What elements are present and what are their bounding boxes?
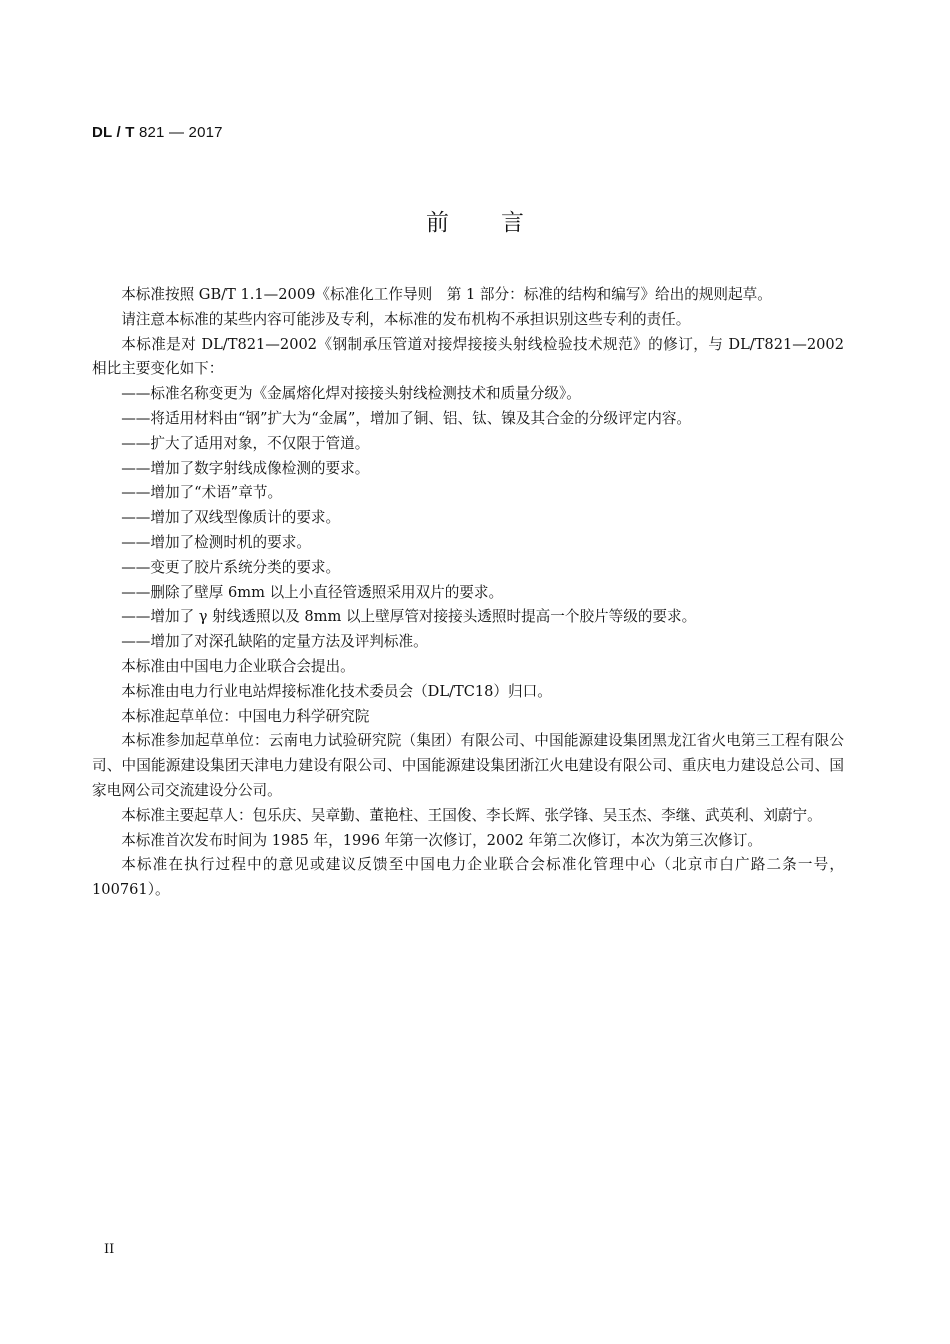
paragraph: 本标准主要起草人：包乐庆、吴章勤、董艳柱、王国俊、李长辉、张学锋、吴玉杰、李继、武英利、刘蔚宁。 (121, 806, 822, 824)
change-item: ——增加了对深孔缺陷的定量方法及评判标准。 (121, 633, 428, 651)
paragraph: 本标准参加起草单位：云南电力试验研究院（集团）有限公司、中国能源建设集团黑龙江省火电第三工程有限公司、中国能源建设集团天津电力建设有限公司、中国能源建设集团浙江火电建设有限公司、重庆电力建设总公司、国家电网公司交流建设分公司。 (92, 732, 844, 799)
paragraph: 本标准在执行过程中的意见或建议反馈至中国电力企业联合会标准化管理中心（北京市白广路二条一号，100761）。 (92, 856, 844, 899)
paragraph: 请注意本标准的某些内容可能涉及专利，本标准的发布机构不承担识别这些专利的责任。 (121, 310, 691, 328)
standard-code-number: 821 — 2017 (134, 124, 223, 141)
change-item: ——标准名称变更为《金属熔化焊对接接头射线检测技术和质量分级》。 (121, 385, 581, 403)
change-item: ——增加了数字射线成像检测的要求。 (121, 459, 370, 477)
page-number: II (104, 1242, 115, 1257)
paragraph: 本标准起草单位：中国电力科学研究院 (121, 707, 370, 725)
standard-code (92, 124, 223, 141)
change-item: ——扩大了适用对象，不仅限于管道。 (121, 434, 370, 452)
change-item: ——增加了双线型像质计的要求。 (121, 509, 341, 527)
paragraph: 本标准首次发布时间为 1985 年，1996 年第一次修订，2002 年第二次修订，本次为第三次修订。 (121, 831, 762, 849)
change-item: ——删除了壁厚 6mm 以上小直径管透照采用双片的要求。 (121, 583, 504, 601)
paragraph: 本标准由电力行业电站焊接标准化技术委员会（DL/TC18）归口。 (121, 682, 552, 700)
standard-code-prefix: DL / T (92, 124, 135, 141)
change-item: ——增加了检测时机的要求。 (121, 533, 311, 551)
change-item: ——增加了 γ 射线透照以及 8mm 以上壁厚管对接接头透照时提高一个胶片等级的要求。 (121, 608, 697, 626)
document-body (92, 283, 844, 903)
paragraph: 本标准是对 DL/T821—2002《钢制承压管道对接焊接接头射线检验技术规范》的修订，与 DL/T821—2002 相比主要变化如下： (92, 335, 844, 378)
paragraph: 本标准按照 GB/T 1.1—2009《标准化工作导则 第 1 部分：标准的结构和编写》给出的规则起草。 (121, 286, 772, 303)
paragraph: 本标准由中国电力企业联合会提出。 (121, 657, 355, 675)
page-title: 前言 (426, 210, 576, 236)
change-item: ——将适用材料由“钢”扩大为“金属”，增加了铜、铝、钛、镍及其合金的分级评定内容。 (121, 409, 692, 427)
change-item: ——增加了“术语”章节。 (121, 484, 283, 502)
change-item: ——变更了胶片系统分类的要求。 (121, 558, 341, 576)
